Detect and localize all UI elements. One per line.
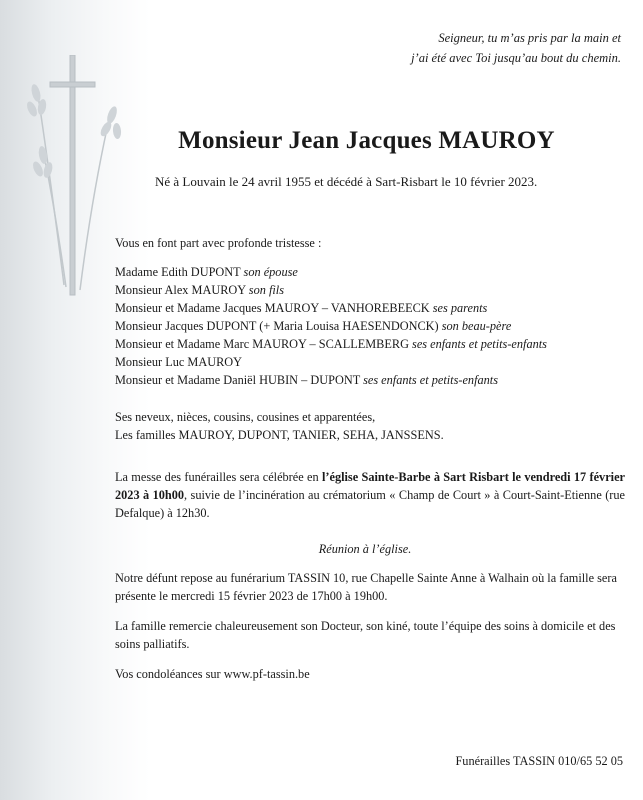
relatives-text (115, 408, 625, 444)
family-row (115, 299, 625, 317)
intro-text: Vous en font part avec profonde tristesse : (115, 236, 322, 250)
family-row (115, 335, 625, 353)
birth-death-line: Né à Louvain le 24 avril 1955 et décédé à Sart-Risbart le 10 février 2023. (155, 174, 538, 189)
family-row (115, 317, 625, 335)
family-name: Monsieur et Madame Marc MAUROY – SCALLEMBERG (115, 337, 409, 351)
reunion-text: Réunion à l’église. (318, 542, 412, 556)
family-row (115, 281, 625, 299)
family-row (115, 263, 625, 281)
epigraph-quote (411, 28, 621, 68)
ceremony-paragraph (115, 468, 625, 522)
quote-line-1: Seigneur, tu m’as pris par la main et (438, 31, 621, 45)
ceremony-prefix: La messe des funérailles sera célébrée en (115, 470, 322, 484)
ceremony-bold: l’église Sainte-Barbe à Sart Risbart le vendredi 17 février 2023 à 10h00 (115, 470, 625, 502)
family-row (115, 371, 625, 389)
family-role: son fils (248, 283, 284, 297)
family-role: ses parents (432, 301, 488, 315)
family-row (115, 353, 625, 371)
family-name: Monsieur Alex MAUROY (115, 283, 246, 297)
relatives-line-2: Les familles MAUROY, DUPONT, TANIER, SEHA, JANSSENS. (115, 428, 444, 442)
thanks-paragraph: La famille remercie chaleureusement son Docteur, son kiné, toute l’équipe des soins à domicile et des soins palliatifs. (115, 619, 616, 651)
family-name: Madame Edith DUPONT (115, 265, 241, 279)
cross-and-wheat-icon (20, 55, 130, 305)
funeral-home-footer: Funérailles TASSIN 010/65 52 05 (455, 754, 623, 768)
deceased-name: Monsieur Jean Jacques MAUROY (178, 127, 555, 154)
condolences-text: Vos condoléances sur www.pf-tassin.be (115, 667, 310, 681)
family-name: Monsieur et Madame Daniël HUBIN – DUPONT (115, 373, 360, 387)
family-list (115, 263, 625, 389)
quote-line-2: j’ai été avec Toi jusqu’au bout du chemin. (411, 51, 621, 65)
family-name: Monsieur et Madame Jacques MAUROY – VANHOREBEECK (115, 301, 430, 315)
family-role: son beau-père (441, 319, 512, 333)
family-name: Monsieur Luc MAUROY (115, 355, 243, 369)
family-role: ses enfants et petits-enfants (412, 337, 547, 351)
visitation-paragraph: Notre défunt repose au funérarium TASSIN 10, rue Chapelle Sainte Anne à Walhain où la famille sera présente le mercredi 15 février 2023 de 17h00 à 19h00. (115, 571, 617, 603)
family-name: Monsieur Jacques DUPONT (+ Maria Louisa HAESENDONCK) (115, 319, 439, 333)
family-role: son épouse (243, 265, 298, 279)
ceremony-suffix: , suivie de l’incinération au crématorium « Champ de Court » à Court-Saint-Etienne (rue Defalque) à 12h30. (115, 488, 625, 520)
family-role: ses enfants et petits-enfants (363, 373, 498, 387)
relatives-line-1: Ses neveux, nièces, cousins, cousines et apparentées, (115, 410, 376, 424)
